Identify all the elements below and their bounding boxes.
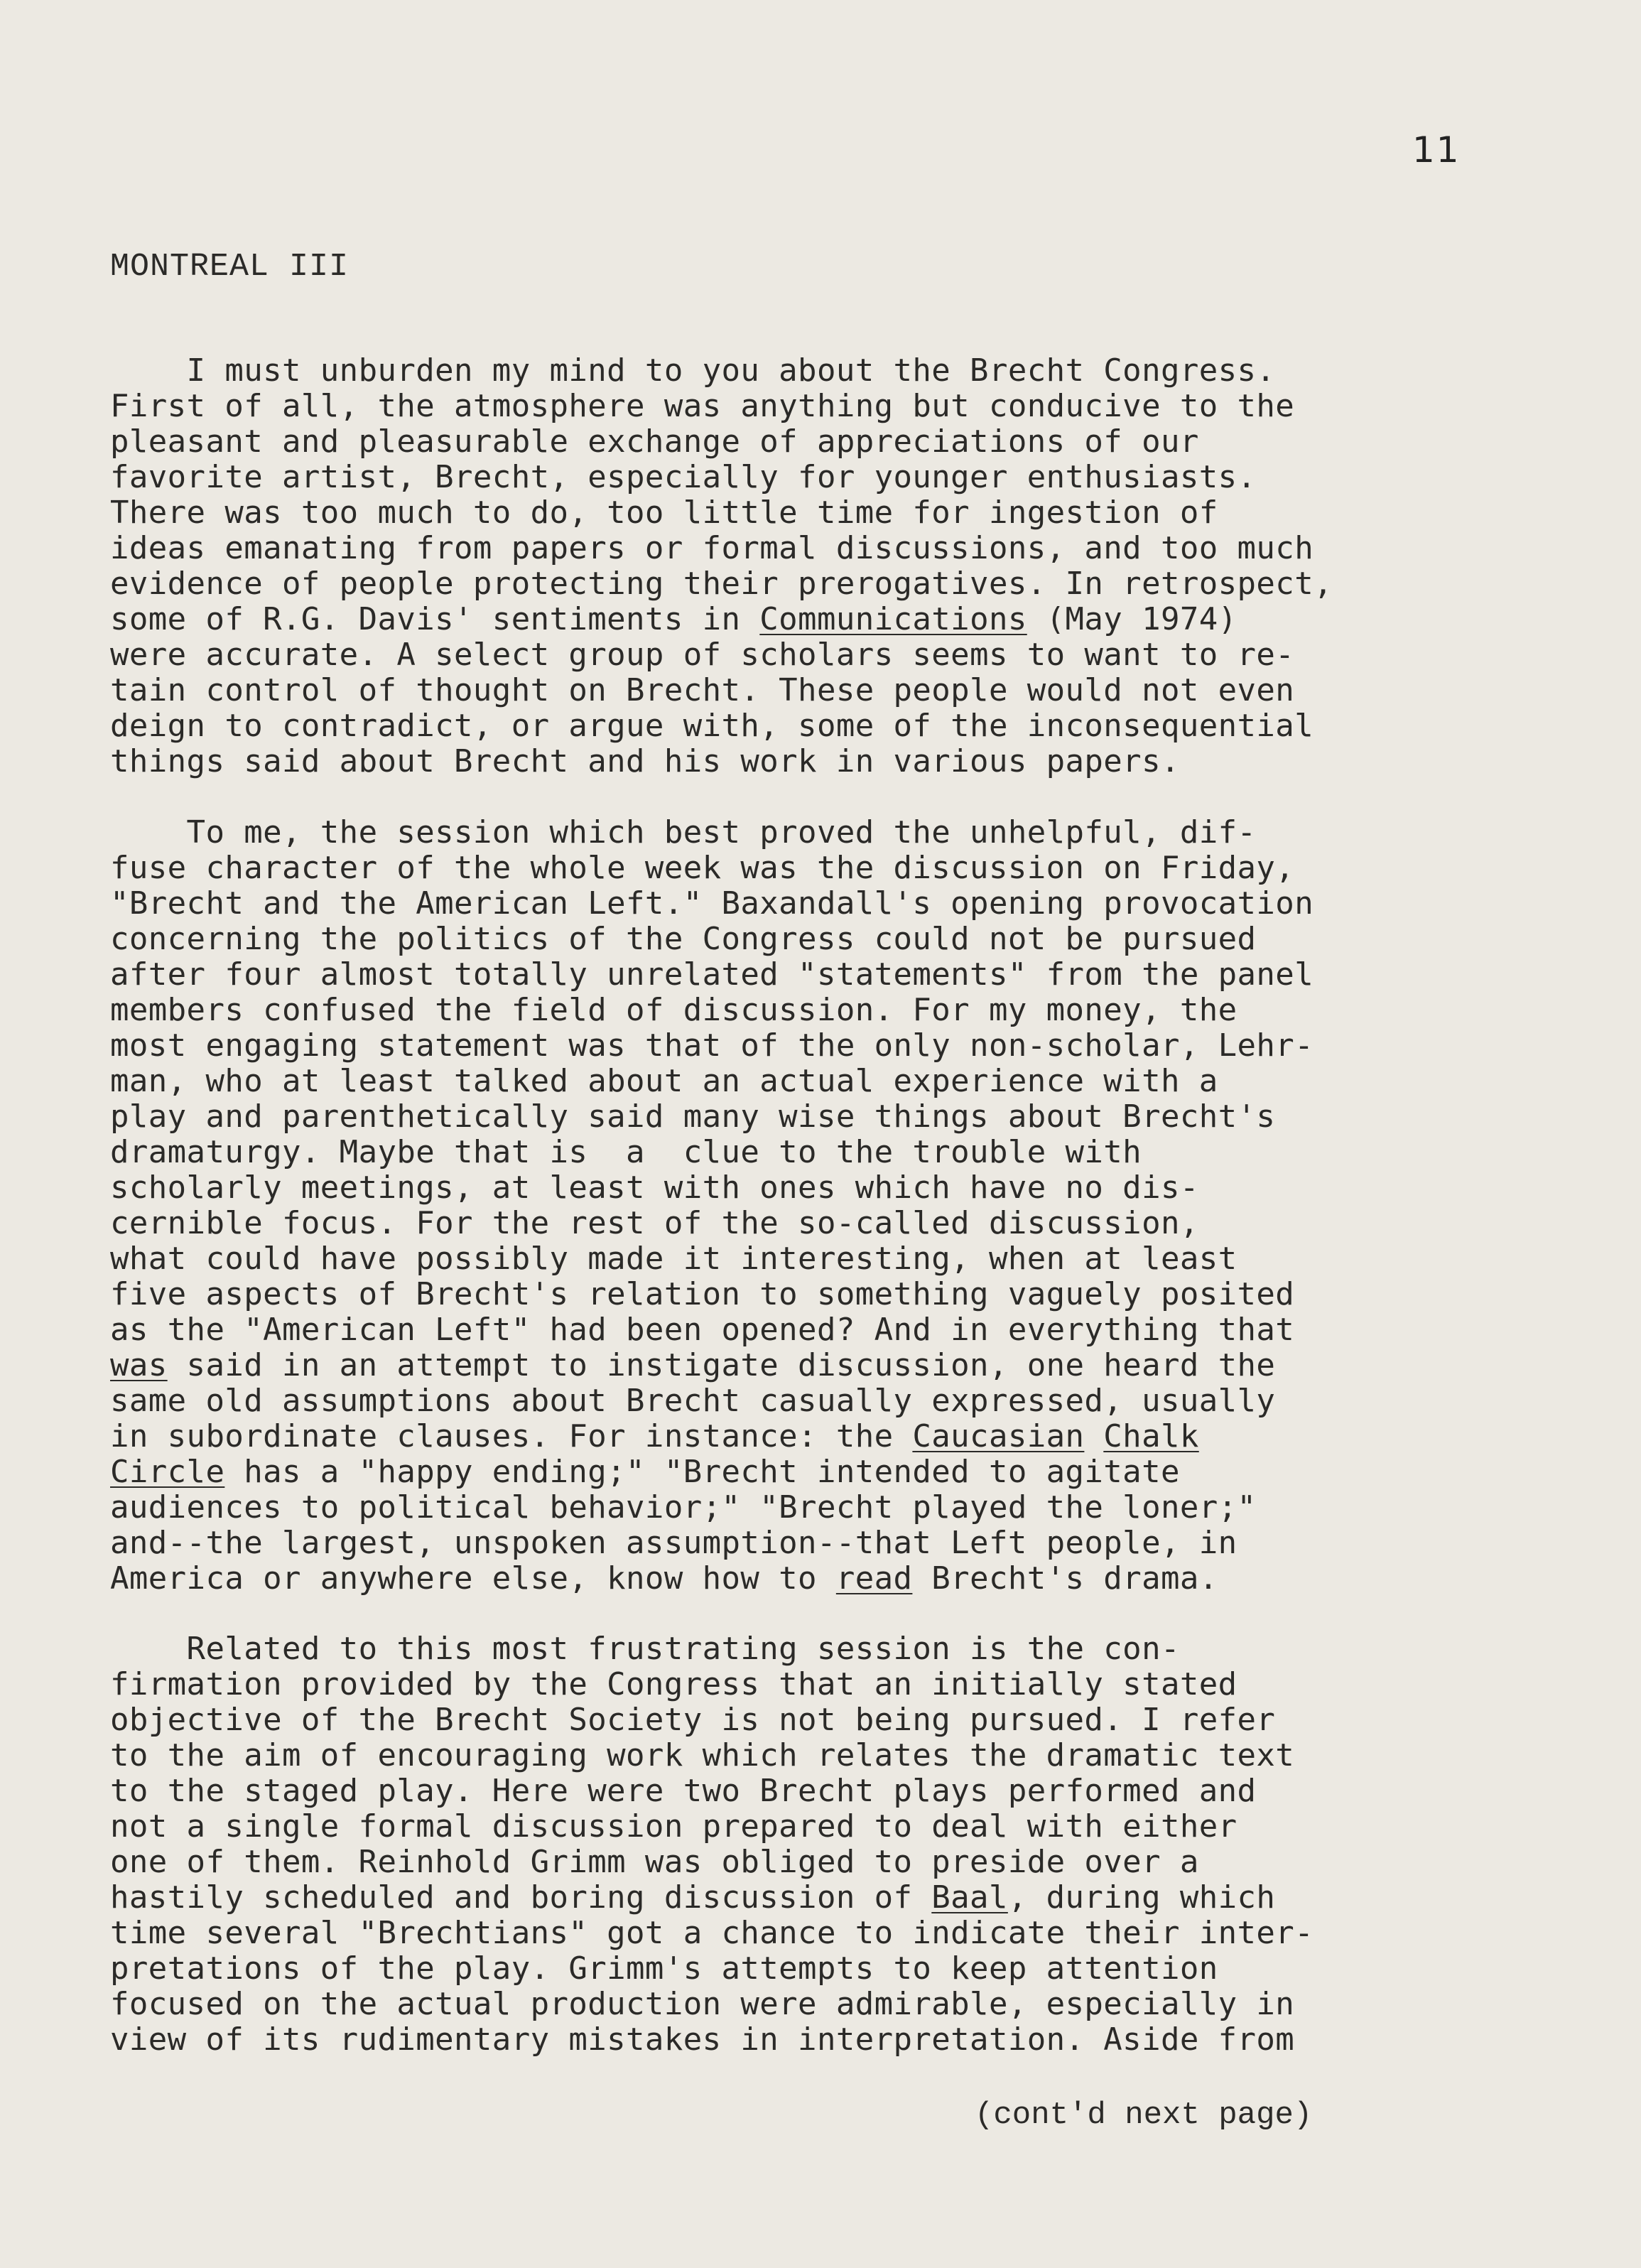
text-line: some of R.G. Davis' sentiments in Communications (May 1974) (110, 601, 1237, 637)
text-line: not a single formal discussion prepared to deal with either (110, 1808, 1237, 1845)
underlined-term: Communications (759, 601, 1027, 637)
text-line: pleasant and pleasurable exchange of appreciations of our (110, 423, 1199, 460)
paragraph-3 (110, 1631, 1314, 2058)
text-line: same old assumptions about Brecht casually expressed, usually (110, 1383, 1276, 1419)
text-line: scholarly meetings, at least with ones which have no dis- (110, 1170, 1199, 1206)
underlined-term: Circle (110, 1454, 225, 1490)
text-line: objective of the Brecht Society is not being pursued. I refer (110, 1702, 1276, 1738)
text-line: view of its rudimentary mistakes in interpretation. Aside from (110, 2021, 1295, 2058)
text-line: Related to this most frustrating session is the con- (110, 1631, 1180, 1667)
text-line: dramaturgy. Maybe that is a clue to the trouble with (110, 1134, 1142, 1170)
text-line: pretations of the play. Grimm's attempts to keep attention (110, 1950, 1218, 1987)
text-line: after four almost totally unrelated "statements" from the panel (110, 956, 1314, 993)
text-line: to the staged play. Here were two Brecht plays performed and (110, 1773, 1257, 1809)
text-line: things said about Brecht and his work in various papers. (110, 743, 1180, 779)
text-line: as the "American Left" had been opened? And in everything that (110, 1312, 1295, 1348)
text-line: in subordinate clauses. For instance: the Caucasian Chalk (110, 1418, 1199, 1454)
underlined-term: Chalk (1103, 1418, 1199, 1454)
text-line: ideas emanating from papers or formal discussions, and too much (110, 530, 1314, 566)
underlined-term: Baal (931, 1879, 1008, 1916)
underlined-term: read (835, 1560, 913, 1597)
text-line: First of all, the atmosphere was anything but conducive to the (110, 388, 1295, 424)
page-number: 11 (1412, 129, 1461, 171)
text-line: "Brecht and the American Left." Baxandall's opening provocation (110, 885, 1314, 922)
text-line: what could have possibly made it interesting, when at least (110, 1241, 1237, 1277)
text-line: To me, the session which best proved the unhelpful, dif- (110, 814, 1257, 850)
text-line: members confused the field of discussion. For my money, the (110, 992, 1237, 1028)
text-line: five aspects of Brecht's relation to something vaguely posited (110, 1276, 1295, 1312)
text-line: I must unburden my mind to you about the Brecht Congress. (110, 352, 1276, 389)
underlined-term: was (110, 1347, 168, 1383)
text-line: was said in an attempt to instigate discussion, one heard the (110, 1347, 1276, 1383)
text-line: Circle has a "happy ending;" "Brecht intended to agitate (110, 1454, 1180, 1490)
text-line: fuse character of the whole week was the discussion on Friday, (110, 850, 1295, 886)
text-line: concerning the politics of the Congress could not be pursued (110, 921, 1257, 957)
text-line: focused on the actual production were admirable, especially in (110, 1986, 1295, 2022)
text-line: man, who at least talked about an actual experience with a (110, 1063, 1218, 1099)
text-line: play and parenthetically said many wise things about Brecht's (110, 1098, 1276, 1135)
text-line: America or anywhere else, know how to read Brecht's drama. (110, 1560, 1218, 1597)
text-line: and--the largest, unspoken assumption--that Left people, in (110, 1525, 1237, 1561)
underlined-term: Caucasian (912, 1418, 1085, 1454)
text-line: to the aim of encouraging work which relates the dramatic text (110, 1737, 1295, 1773)
text-line: time several "Brechtians" got a chance to indicate their inter- (110, 1915, 1314, 1951)
section-heading: MONTREAL III (110, 249, 350, 285)
text-line: audiences to political behavior;" "Brecht played the loner;" (110, 1489, 1257, 1526)
text-line: tain control of thought on Brecht. These people would not even (110, 672, 1295, 708)
text-line: deign to contradict, or argue with, some of the inconsequential (110, 708, 1314, 744)
text-line: were accurate. A select group of scholars seems to want to re- (110, 637, 1295, 673)
text-line: hastily scheduled and boring discussion of Baal, during which (110, 1879, 1276, 1916)
text-line: cernible focus. For the rest of the so-called discussion, (110, 1205, 1199, 1241)
text-line: evidence of people protecting their prerogatives. In retrospect, (110, 566, 1333, 602)
paragraph-1 (110, 353, 1333, 779)
text-line: firmation provided by the Congress that an initially stated (110, 1666, 1237, 1702)
text-line: one of them. Reinhold Grimm was obliged to preside over a (110, 1844, 1199, 1880)
continuation-note: (cont'd next page) (975, 2097, 1313, 2133)
paragraph-2 (110, 815, 1314, 1597)
text-line: There was too much to do, too little time for ingestion of (110, 495, 1218, 531)
text-line: most engaging statement was that of the only non-scholar, Lehr- (110, 1027, 1314, 1064)
text-line: favorite artist, Brecht, especially for younger enthusiasts. (110, 459, 1257, 495)
